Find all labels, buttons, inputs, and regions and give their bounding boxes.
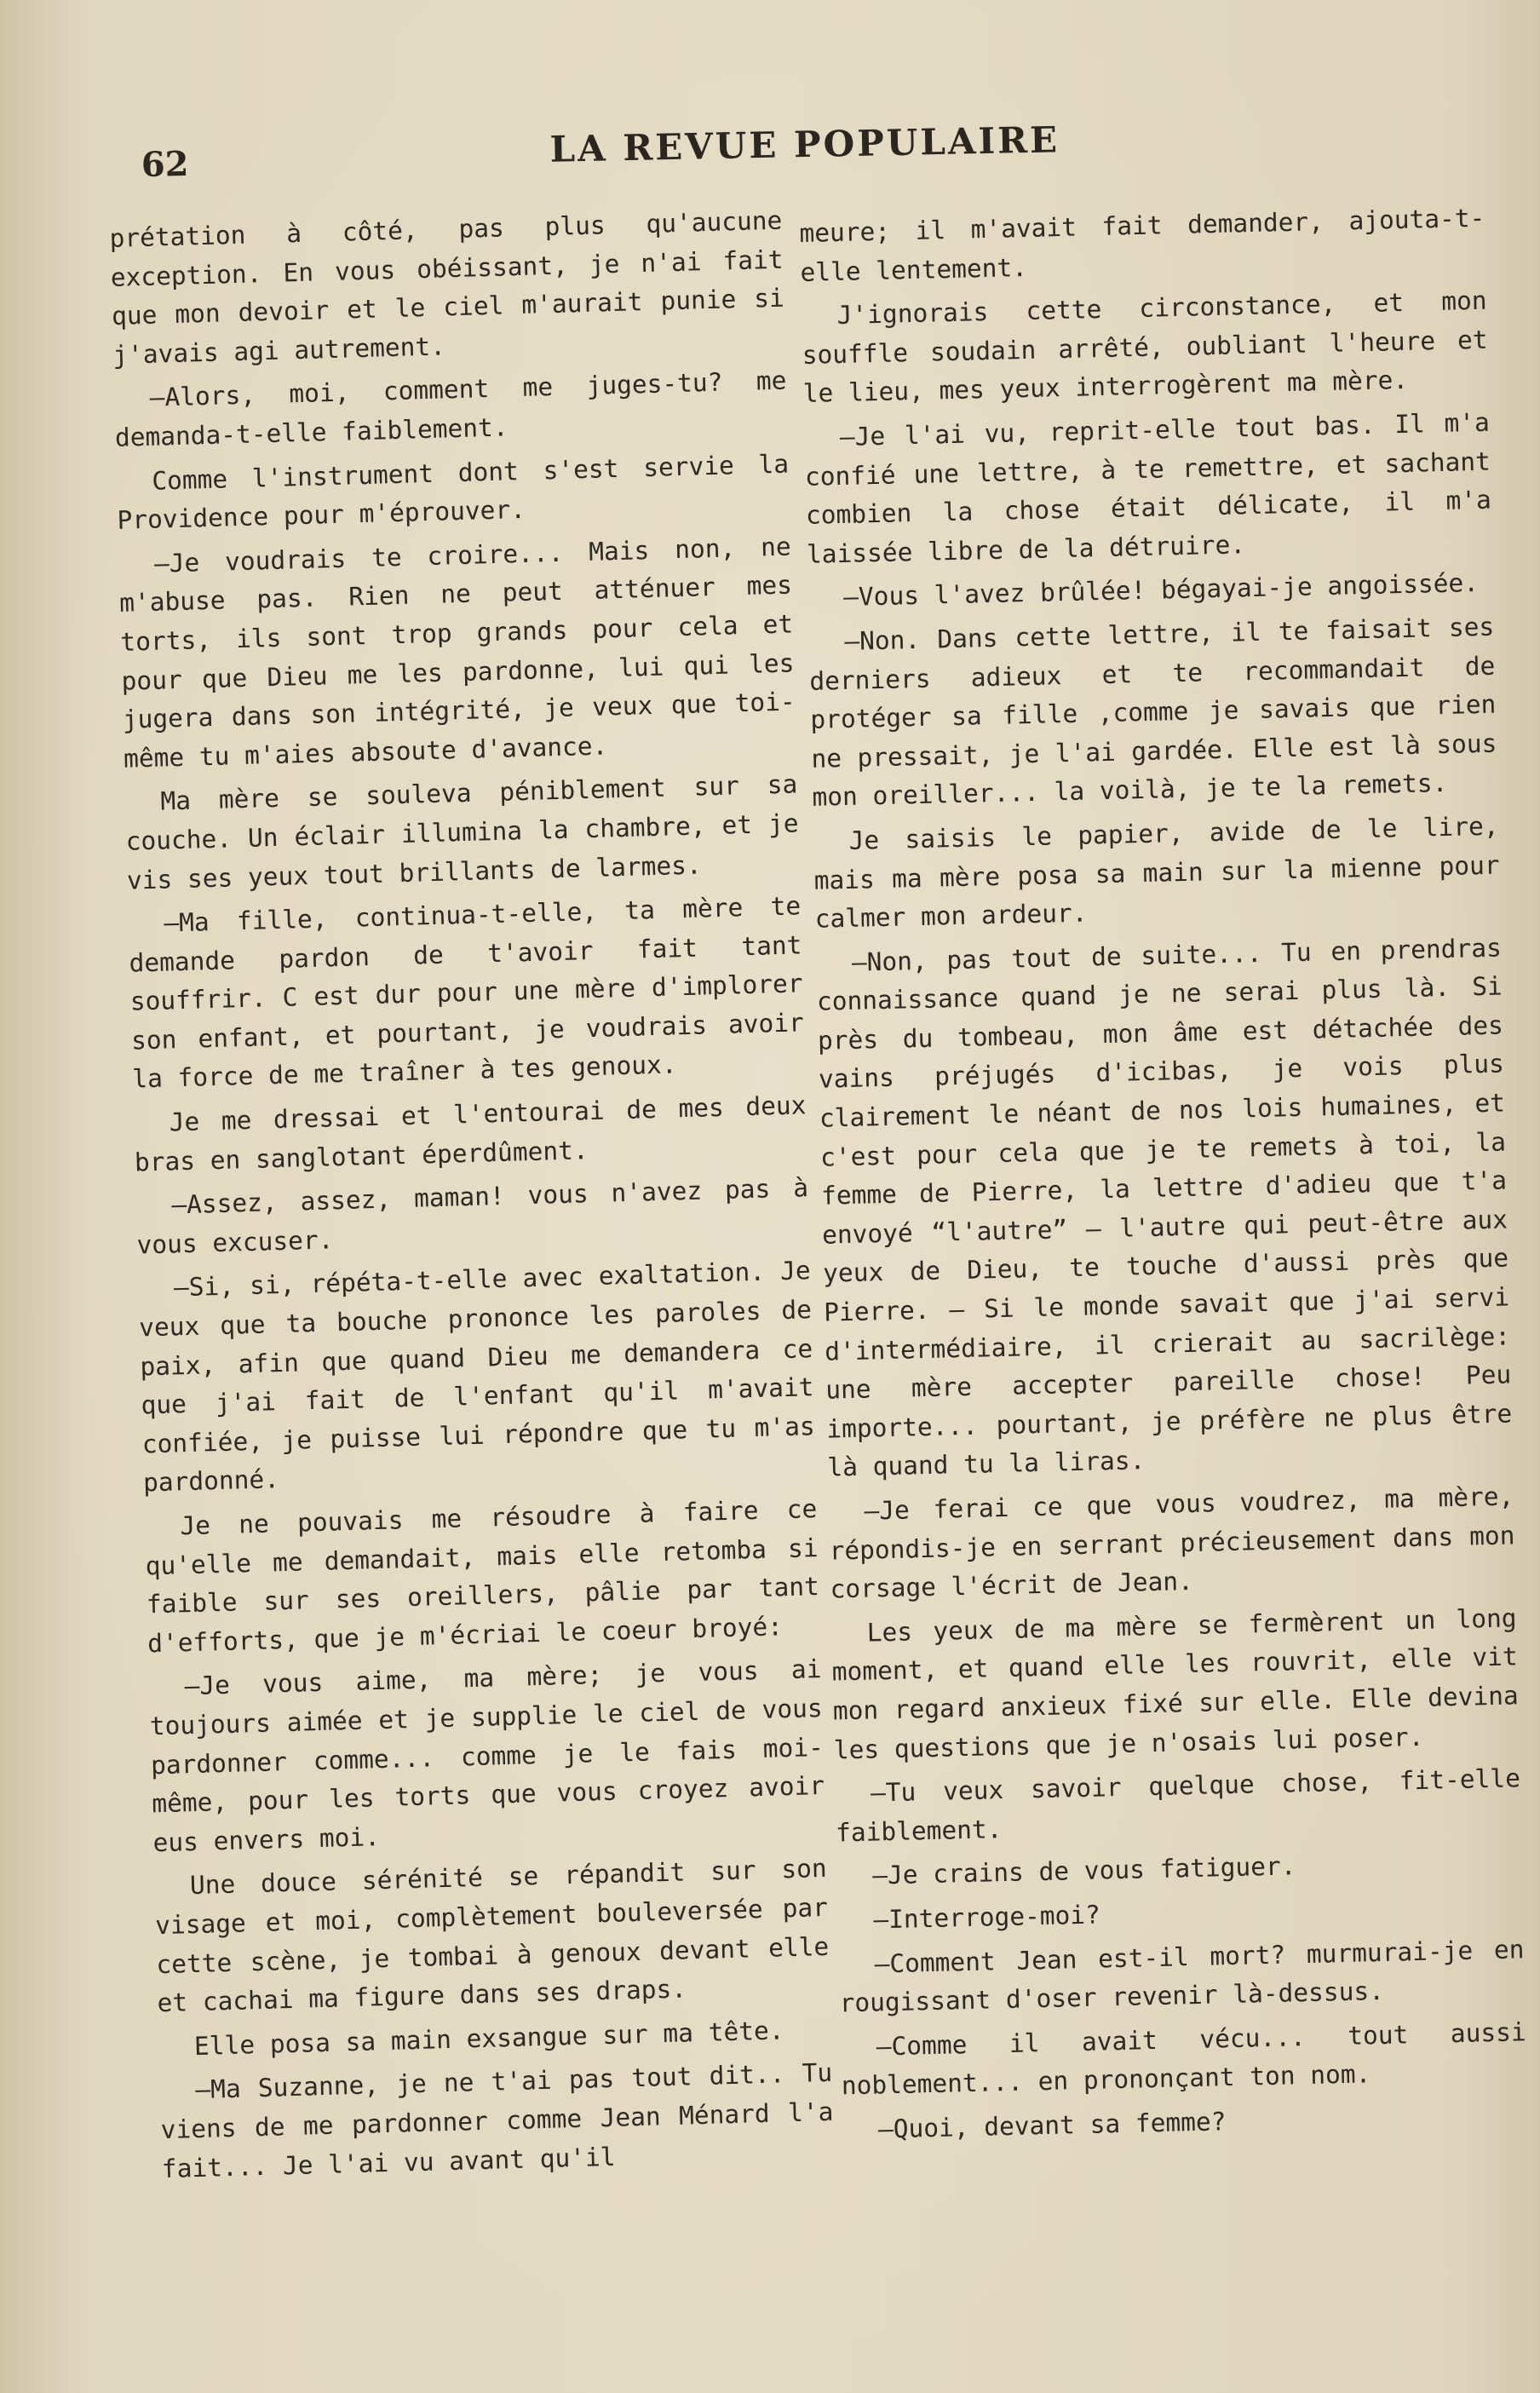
- paragraph: —Je l'ai vu, reprit-elle tout bas. Il m'a confié une lettre, à te remettre, et sachant combien la chose était délicate, il m'a laissée libre de la détruire.: [804, 407, 1492, 569]
- paragraph: meure; il m'avait fait demander, ajouta-t-elle lentement.: [799, 203, 1485, 287]
- paragraph: —Si, si, répéta-t-elle avec exaltation. Je veux que ta bouche prononce les paroles de paix, afin que quand Dieu me demandera ce que j'ai fait de l'enfant qu'il m'avait confiée, je puisse lui répondre que tu m'as pardonné.: [138, 1256, 816, 1498]
- paragraph: —Comme il avait vécu... tout aussi noblement... en prononçant ton nom.: [841, 2016, 1526, 2101]
- paragraph: —Assez, assez, maman! vous n'avez pas à vous excuser.: [136, 1173, 809, 1260]
- paragraph: Les yeux de ma mère se fermèrent un long moment, et quand elle les rouvrit, elle vit mon regard anxieux fixé sur elle. Elle devina les questions que je n'osais lui poser.: [831, 1603, 1520, 1765]
- paragraph: prétation à côté, pas plus qu'aucune exception. En vous obéissant, je n'ai fait que mon devoir et le ciel m'aurait punie si j'avais agi autrement.: [109, 205, 785, 370]
- paragraph: —Comment Jean est-il mort? murmurai-je en rougissant d'oser revenir là-dessus.: [839, 1934, 1525, 2018]
- journal-title: LA REVUE POPULAIRE: [549, 118, 1060, 170]
- paragraph: —Je vous aime, ma mère; je vous ai toujours aimée et je supplie le ciel de vous pardonner comme... comme je le fais moi-même, pour les torts que vous croyez avoir eus envers moi.: [149, 1654, 825, 1858]
- paragraph: —Non, pas tout de suite... Tu en prendras connaissance quand je ne serai plus là. Si près du tombeau, mon âme est détachée des vains préjugés d'icibas, je vois plus clairement le néant de nos lois humaines, et c'est pour cela que je te remets à toi, la femme de Pierre, la lettre d'adieu que t'a envoyé “l'autre” — l'autre qui peut-être aux yeux de Dieu, te touche d'aussi près que Pierre. — Si le monde savait que j'ai servi d'intermédiaire, il crierait au sacrilège: une mère accepter pareille chose! Peu importe... pourtant, je préfère ne plus être là quand tu la liras.: [816, 933, 1513, 1483]
- left-column: [109, 202, 835, 2195]
- paragraph: —Quoi, devant sa femme?: [877, 2107, 1227, 2144]
- paragraph: Je ne pouvais me résoudre à faire ce qu'elle me demandait, mais elle retomba si faible sur ses oreillers, pâlie par tant d'efforts, que je m'écriai le coeur broyé:: [145, 1494, 820, 1659]
- paragraph: Je me dressai et l'entourai de mes deux bras en sanglotant éperdûment.: [134, 1090, 807, 1177]
- paragraph: —Je voudrais te croire... Mais non, ne m'abuse pas. Rien ne peut atténuer mes torts, ils sont trop grands pour cela et pour que Dieu me les pardonne, lui qui les jugera dans son intégrité, je veux que toi-même tu m'aies absoute d'avance.: [118, 532, 796, 774]
- paragraph: —Tu veux savoir quelque chose, fit-elle faiblement.: [835, 1763, 1521, 1848]
- paragraph: —Ma Suzanne, je ne t'ai pas tout dit.. Tu viens de me pardonner comme Jean Ménard l'a fait... Je l'ai vu avant qu'il: [160, 2058, 834, 2183]
- paragraph: Ma mère se souleva péniblement sur sa couche. Un éclair illumina la chambre, et je vis ses yeux tout brillants de larmes.: [125, 769, 799, 895]
- page-number: 62: [141, 143, 189, 185]
- paragraph: —Je crains de vous fatiguer.: [871, 1851, 1296, 1890]
- running-header: [141, 102, 1470, 187]
- paragraph: —Vous l'avez brûlée! bégayai-je angoissée.: [842, 568, 1480, 613]
- paragraph: —Ma fille, continua-t-elle, ta mère te demande pardon de t'avoir fait tant souffrir. C est dur pour une mère d'implorer son enfant, et pourtant, je voudrais avoir la force de me traîner à tes genoux.: [129, 891, 805, 1095]
- paragraph: —Interroge-moi?: [873, 1900, 1101, 1935]
- paragraph: —Alors, moi, comment me juges-tu? me demanda-t-elle faiblement.: [114, 365, 787, 452]
- right-column: [799, 199, 1528, 2155]
- paragraph: Une douce sérénité se répandit sur son visage et moi, complètement bouleversée par cette scène, je tombai à genoux devant elle et cachai ma figure dans ses draps.: [154, 1854, 830, 2018]
- paragraph: Je saisis le papier, avide de le lire, mais ma mère posa sa main sur la mienne pour calmer mon ardeur.: [813, 811, 1500, 934]
- paragraph: —Non. Dans cette lettre, il te faisait ses derniers adieux et te recommandait de protéger sa fille ,comme je savais que rien ne pressait, je l'ai gardée. Elle est là sous mon oreiller... la voilà, je te la remets.: [809, 612, 1497, 813]
- paragraph: Elle posa sa main exsangue sur ma tête.: [193, 2016, 784, 2061]
- paragraph: —Je ferai ce que vous voudrez, ma mère, répondis-je en serrant précieusement dans mon corsage l'écrit de Jean.: [829, 1481, 1515, 1604]
- paragraph: J'ignorais cette circonstance, et mon souffle soudain arrêté, oubliant l'heure et le lieu, mes yeux interrogèrent ma mère.: [802, 285, 1488, 409]
- paragraph: Comme l'instrument dont s'est servie la Providence pour m'éprouver.: [117, 449, 790, 536]
